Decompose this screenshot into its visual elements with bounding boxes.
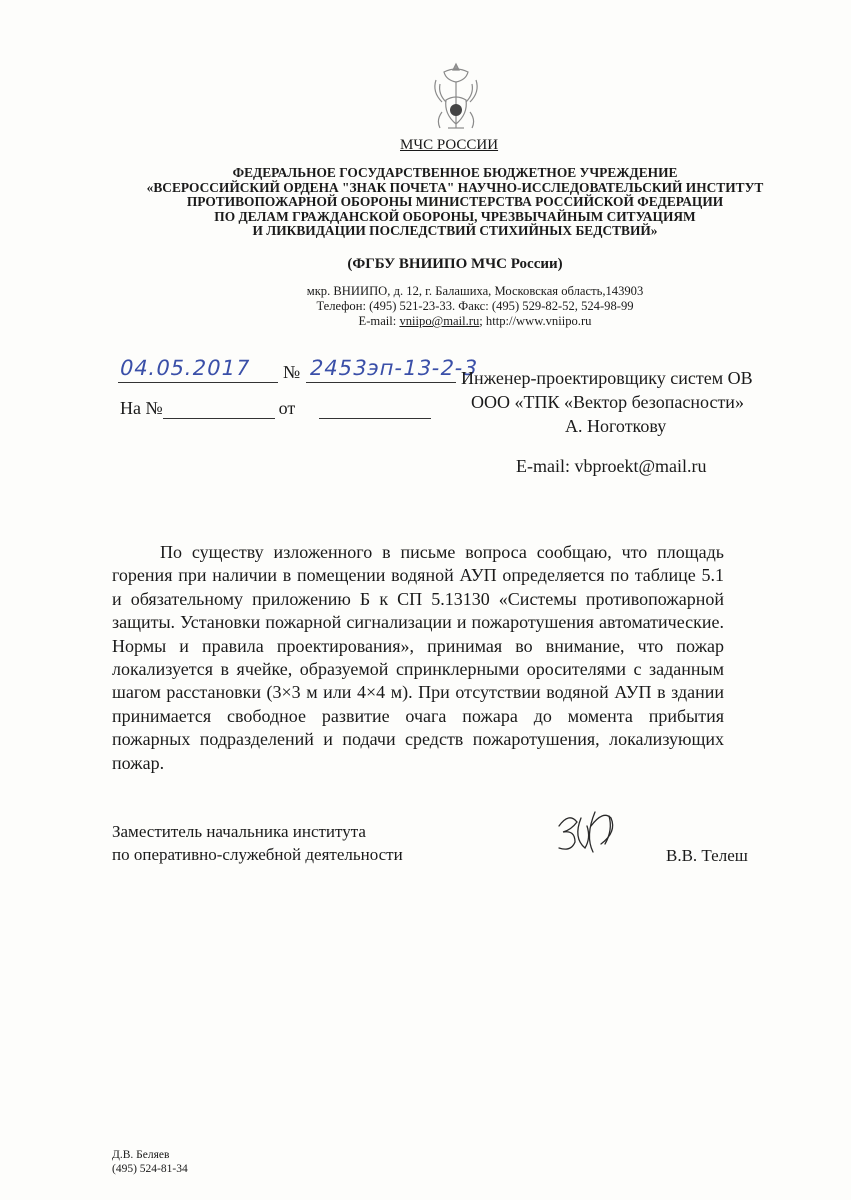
institute-email-link[interactable]: vniipo@mail.ru (399, 314, 480, 328)
institution-short-name: (ФГБУ ВНИИПО МЧС России) (347, 256, 563, 272)
executor-phone: (495) 524-81-34 (112, 1163, 188, 1175)
date-underline (118, 382, 278, 383)
addressee-block (455, 366, 795, 438)
signatory-position (112, 820, 403, 866)
postal-address: мкр. ВНИИПО, д. 12, г. Балашиха, Московская область,143903 (306, 284, 644, 298)
number-sign: № (283, 362, 301, 382)
reply-prefix: На № (120, 398, 163, 418)
email-web (250, 314, 700, 329)
addressee-name: А. Ноготкову (565, 416, 667, 436)
signatory-position-line: по оперативно-служебной деятельности (112, 845, 403, 864)
org-name: МЧС РОССИИ (400, 137, 499, 153)
addressee-position: Инженер-проектировщику систем ОВ (461, 368, 753, 388)
executor-name: Д.В. Беляев (112, 1149, 170, 1161)
institution-line: ПРОТИВОПОЖАРНОЙ ОБОРОНЫ МИНИСТЕРСТВА РОССИЙСКОЙ ФЕДЕРАЦИИ (186, 194, 724, 210)
website: ; http://www.vniipo.ru (479, 314, 592, 328)
signatory-name: В.В. Телеш (666, 846, 748, 865)
institution-line: И ЛИКВИДАЦИИ ПОСЛЕДСТВИЙ СТИХИЙНЫХ БЕДСТВИЙ» (252, 223, 658, 239)
contact-block (250, 284, 700, 329)
email-label: E-mail: (358, 314, 400, 328)
addressee-email: E-mail: vbproekt@mail.ru (516, 456, 707, 476)
signatory-position-line: Заместитель начальника института (112, 822, 366, 841)
reply-reference (120, 398, 431, 419)
mchs-emblem-icon (430, 62, 482, 134)
handwritten-signature (555, 806, 625, 861)
number-underline (306, 382, 456, 383)
phone-fax: Телефон: (495) 521-23-33. Факс: (495) 529-82-52, 524-98-99 (316, 299, 634, 313)
executor-block (112, 1148, 188, 1176)
institution-line: «ВСЕРОССИЙСКИЙ ОРДЕНА "ЗНАК ПОЧЕТА" НАУЧНО-ИССЛЕДОВАТЕЛЬСКИЙ ИНСТИТУТ (146, 179, 764, 195)
institution-line: ПО ДЕЛАМ ГРАЖДАНСКОЙ ОБОРОНЫ, ЧРЕЗВЫЧАЙНЫМ СИТУАЦИЯМ (214, 208, 696, 224)
reply-date-blank (319, 402, 431, 419)
reply-from: от (278, 398, 296, 418)
institution-line: ФЕДЕРАЛЬНОЕ ГОСУДАРСТВЕННОЕ БЮДЖЕТНОЕ УЧРЕЖДЕНИЕ (232, 165, 678, 180)
registration-date: 04.05.2017 (117, 356, 253, 380)
addressee-company: ООО «ТПК «Вектор безопасности» (471, 392, 744, 412)
letter-body (112, 541, 724, 775)
body-paragraph: По существу изложенного в письме вопроса сообщаю, что площадь горения при наличии в помещении водяной АУП определяется по таблице 5.1 и обязательному приложению Б к СП 5.13130 «Системы противопожарной защиты. Установки пожарной сигнализации и пожаротушения автоматические. Нормы и правила проектирования», принимая во внимание, что пожар локализуется в ячейке, образуемой спринклерными оросителями с заданным шагом расстановки (3×3 м или 4×4 м). При отсутствии водяной АУП в здании принимается свободное развитие очага пожара до момента прибытия пожарных подразделений и подачи средств пожаротушения, локализующих пожар. (112, 542, 724, 773)
reply-number-blank (163, 402, 275, 419)
institution-name (110, 166, 800, 239)
registration-number: 2453эп-13-2-3 (307, 356, 481, 380)
